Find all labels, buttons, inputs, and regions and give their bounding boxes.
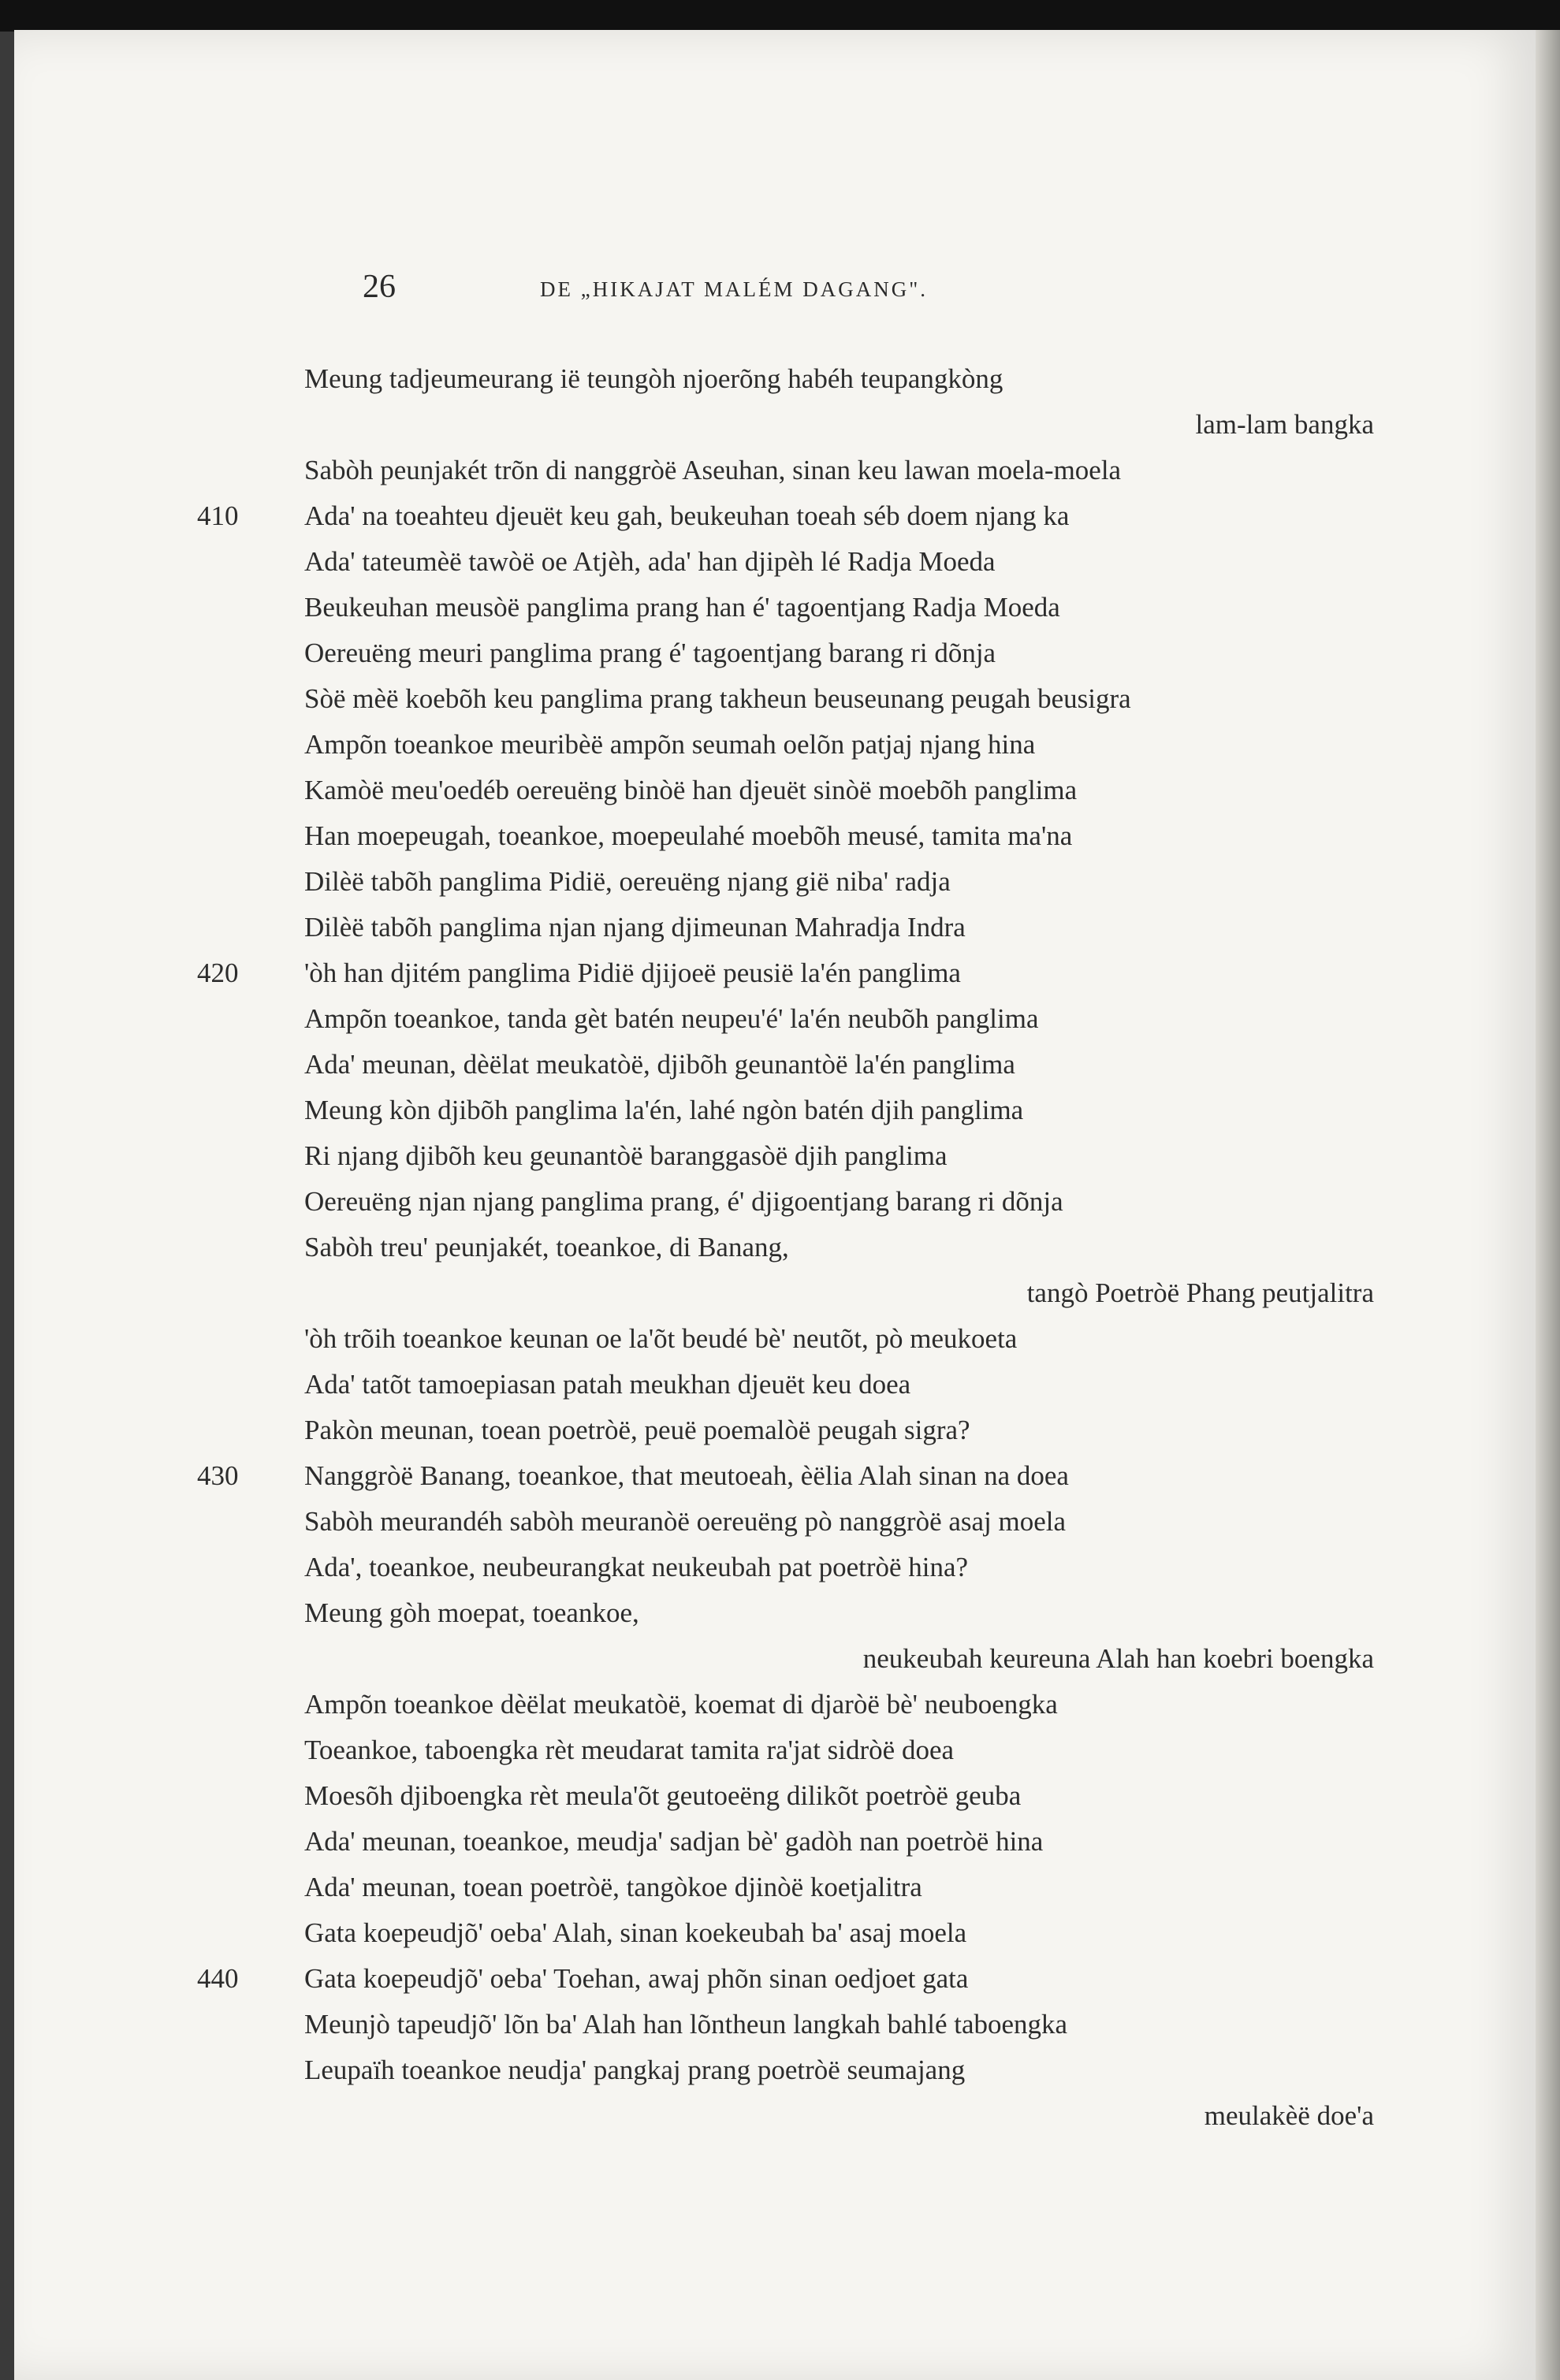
verse-line — [0, 1179, 1560, 1225]
verse-line — [0, 1865, 1560, 1910]
verse-line-text: Oereuëng meuri panglima prang é' tagoentjang barang ri dõnja — [304, 638, 996, 668]
page-header — [363, 268, 1309, 307]
verse-line-text: neukeubah keureuna Alah han koebri boengka — [862, 1643, 1374, 1674]
verse-line-text: Sabòh peunjakét trõn di nanggròë Aseuhan, sinan keu lawan moela-moela — [304, 455, 1122, 485]
verse-line-text: meulakèë doe'a — [1204, 2100, 1374, 2131]
verse-line-text: Ampõn toeankoe meuribèë ampõn seumah oelõn patjaj njang hina — [304, 729, 1036, 760]
verse-line-text: Gata koepeudjõ' oeba' Alah, sinan koekeubah ba' asaj moela — [304, 1917, 967, 1948]
verse-line-text: Ada' meunan, dèëlat meukatòë, djibõh geunantòë la'én panglima — [304, 1049, 1015, 1080]
verse-line — [0, 448, 1560, 493]
verse-line — [0, 1225, 1560, 1270]
verse-line — [0, 1408, 1560, 1453]
verse-line-text: Pakòn meunan, toean poetròë, peuë poemalòë peugah sigra? — [304, 1415, 970, 1445]
scan-top-border — [0, 0, 1560, 32]
verse-line — [0, 1590, 1560, 1636]
verse-line — [0, 1133, 1560, 1179]
verse-line-text: Gata koepeudjõ' oeba' Toehan, awaj phõn sinan oedjoet gata — [304, 1963, 969, 1994]
verse-line — [0, 950, 1560, 996]
verse-line-text: Dilèë tabõh panglima njan njang djimeunan Mahradja Indra — [304, 912, 966, 943]
verse-line-text: Ada', toeankoe, neubeurangkat neukeubah pat poetròë hina? — [304, 1552, 969, 1582]
verse-line-text: Meung kòn djibõh panglima la'én, lahé ngòn batén djih panglima — [304, 1095, 1024, 1125]
verse-line — [0, 1270, 1560, 1316]
verse-line — [0, 996, 1560, 1042]
verse-line-text: Moesõh djiboengka rèt meula'õt geutoeëng dilikõt poetròë geuba — [304, 1780, 1022, 1811]
verse-line — [0, 676, 1560, 722]
verse-line-text: Ampõn toeankoe dèëlat meukatòë, koemat di djaròë bè' neuboengka — [304, 1689, 1058, 1720]
verse-line — [0, 1910, 1560, 1956]
verse-line — [0, 1773, 1560, 1819]
verse-line-text: Leupaïh toeankoe neudja' pangkaj prang poetròë seumajang — [304, 2055, 966, 2085]
verse-line — [0, 1545, 1560, 1590]
verse-text-block — [0, 356, 1560, 2139]
verse-line-text: Nanggròë Banang, toeankoe, that meutoeah, èëlia Alah sinan na doea — [304, 1460, 1069, 1491]
running-title: DE „HIKAJAT MALÉM DAGANG". — [540, 277, 928, 301]
verse-line — [0, 1088, 1560, 1133]
verse-line — [0, 402, 1560, 448]
verse-line-text: tangò Poetròë Phang peutjalitra — [1026, 1277, 1374, 1308]
line-number: 410 — [197, 500, 239, 531]
verse-line — [0, 356, 1560, 402]
verse-line-text: Sòë mèë koebõh keu panglima prang takheun beuseunang peugah beusigra — [304, 683, 1131, 714]
verse-line — [0, 539, 1560, 585]
verse-line-text: Ri njang djibõh keu geunantòë baranggasòë djih panglima — [304, 1140, 948, 1171]
verse-line — [0, 585, 1560, 630]
verse-line — [0, 2002, 1560, 2047]
verse-line-text: Ada' tateumèë tawòë oe Atjèh, ada' han djipèh lé Radja Moeda — [304, 546, 996, 577]
verse-line-text: Meunjò tapeudjõ' lõn ba' Alah han lõntheun langkah bahlé taboengka — [304, 2009, 1068, 2040]
verse-line-text: Beukeuhan meusòë panglima prang han é' tagoentjang Radja Moeda — [304, 592, 1060, 623]
verse-line — [0, 722, 1560, 768]
verse-line — [0, 1316, 1560, 1362]
verse-line-text: Ampõn toeankoe, tanda gèt batén neupeu'é' la'én neubõh panglima — [304, 1003, 1039, 1034]
verse-line — [0, 493, 1560, 539]
verse-line — [0, 813, 1560, 859]
verse-line-text: Ada' na toeahteu djeuët keu gah, beukeuhan toeah séb doem njang ka — [304, 500, 1070, 531]
verse-line-text: Oereuëng njan njang panglima prang, é' djigoentjang barang ri dõnja — [304, 1186, 1063, 1217]
verse-line — [0, 1956, 1560, 2002]
verse-line-text: Kamòë meu'oedéb oereuëng binòë han djeuët sinòë moebõh panglima — [304, 775, 1078, 805]
page-number: 26 — [363, 269, 396, 305]
verse-line — [0, 1453, 1560, 1499]
verse-line — [0, 630, 1560, 676]
verse-line-text: Ada' meunan, toeankoe, meudja' sadjan bè' gadòh nan poetròë hina — [304, 1826, 1044, 1857]
verse-line-text: Ada' meunan, toean poetròë, tangòkoe djinòë koetjalitra — [304, 1872, 922, 1902]
verse-line-text: lam-lam bangka — [1195, 409, 1374, 440]
verse-line — [0, 859, 1560, 905]
verse-line-text: 'òh trõih toeankoe keunan oe la'õt beudé bè' neutõt, pò meukoeta — [304, 1323, 1018, 1354]
verse-line — [0, 1636, 1560, 1682]
line-number: 440 — [197, 1963, 239, 1994]
verse-line — [0, 1727, 1560, 1773]
verse-line-text: Meung gòh moepat, toeankoe, — [304, 1597, 639, 1628]
verse-line-text: Meung tadjeumeurang ië teungòh njoerõng habéh teupangkòng — [304, 363, 1003, 394]
verse-line-text: Dilèë tabõh panglima Pidië, oereuëng njang gië niba' radja — [304, 866, 951, 897]
verse-line-text: Han moepeugah, toeankoe, moepeulahé moebõh meusé, tamita ma'na — [304, 820, 1073, 851]
verse-line-text: Toeankoe, taboengka rèt meudarat tamita ra'jat sidròë doea — [304, 1735, 955, 1765]
verse-line-text: Ada' tatõt tamoepiasan patah meukhan djeuët keu doea — [304, 1369, 911, 1400]
verse-line — [0, 1362, 1560, 1408]
verse-line — [0, 1499, 1560, 1545]
verse-line — [0, 2047, 1560, 2093]
verse-line — [0, 1682, 1560, 1727]
verse-line-text: Sabòh treu' peunjakét, toeankoe, di Banang, — [304, 1232, 789, 1263]
verse-line — [0, 905, 1560, 950]
verse-line — [0, 2093, 1560, 2139]
verse-line — [0, 768, 1560, 813]
verse-line-text: 'òh han djitém panglima Pidië djijoeë peusië la'én panglima — [304, 958, 961, 988]
line-number: 430 — [197, 1460, 239, 1491]
verse-line — [0, 1042, 1560, 1088]
verse-line-text: Sabòh meurandéh sabòh meuranòë oereuëng pò nanggròë asaj moela — [304, 1506, 1067, 1537]
verse-line — [0, 1819, 1560, 1865]
line-number: 420 — [197, 958, 239, 988]
